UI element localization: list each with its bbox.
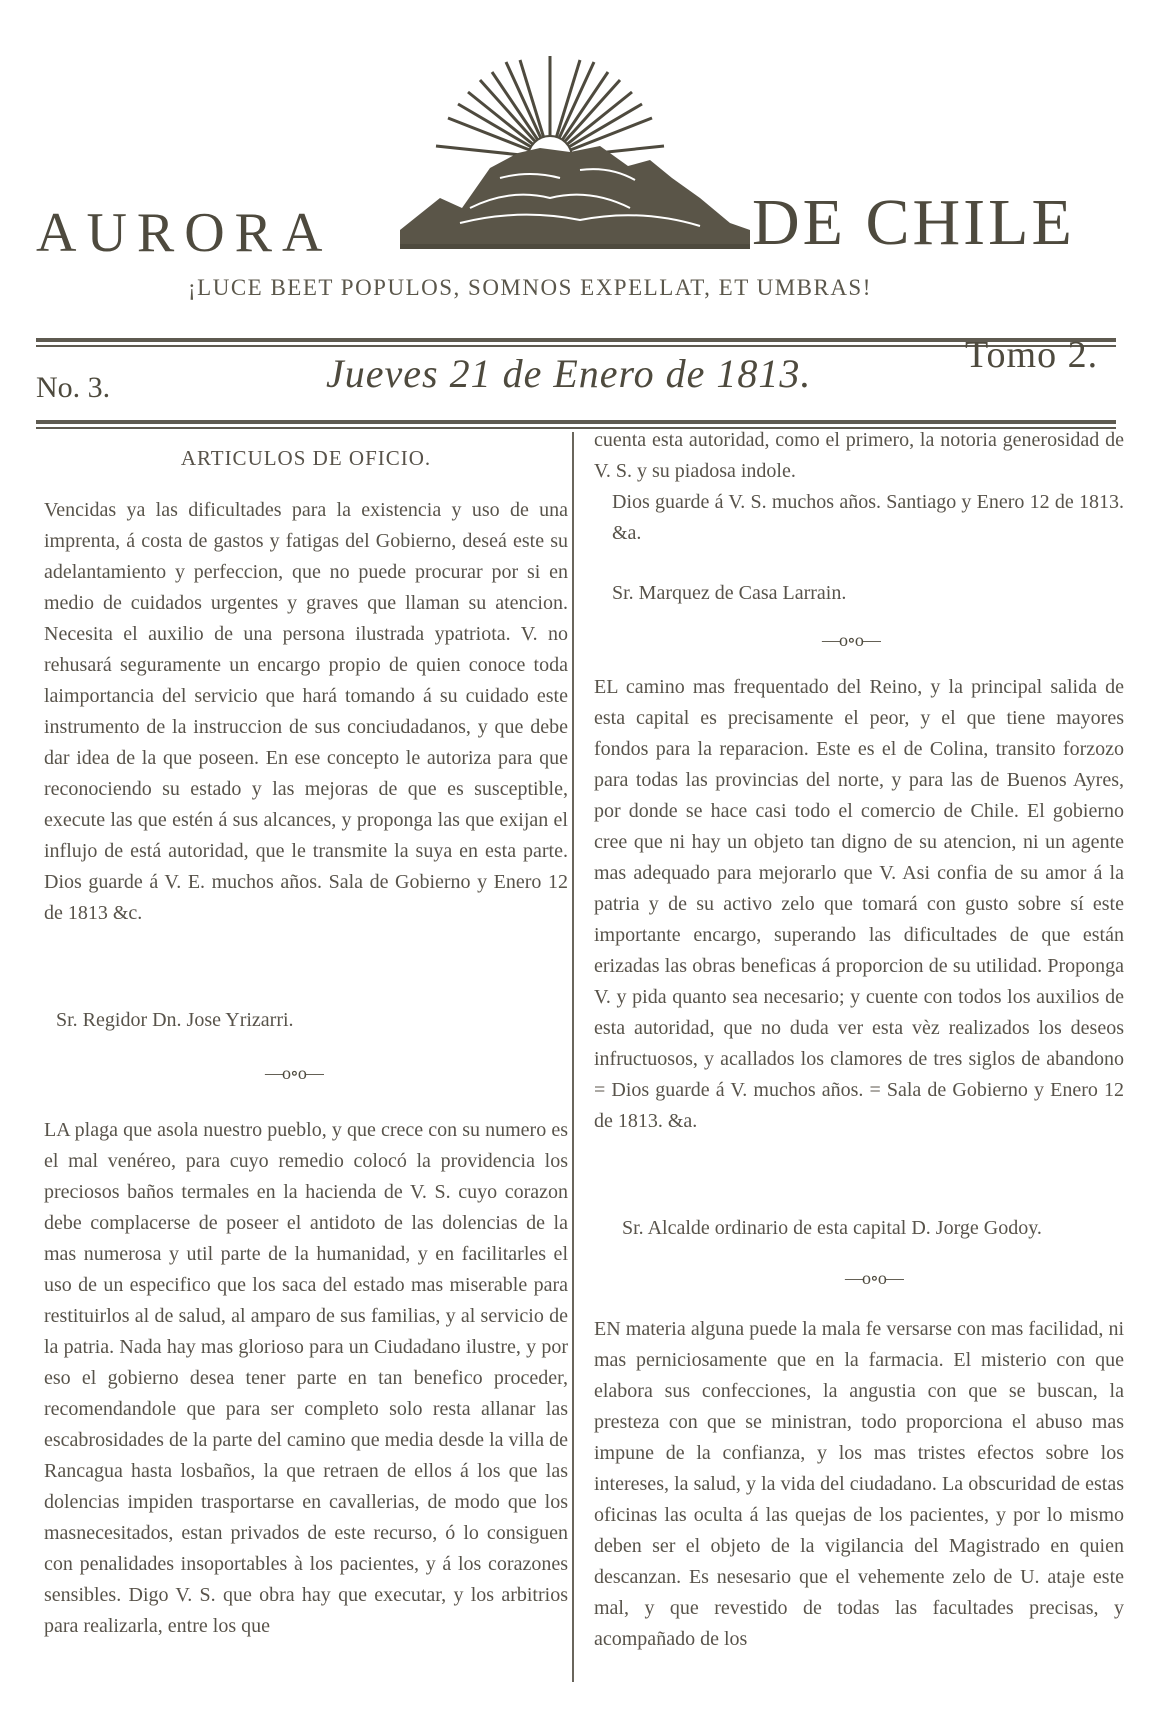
mountains — [400, 146, 750, 248]
signature: Sr. Regidor Dn. Jose Yrizarri. — [56, 1009, 294, 1031]
issue-number: No. 3. — [36, 371, 111, 404]
sunrise-emblem — [400, 48, 750, 268]
ground-line — [400, 244, 750, 249]
masthead-title-right: DE CHILE — [752, 186, 1075, 259]
article-thermal-baths — [44, 1115, 568, 1705]
article-text: Vencidas ya las dificultades para la existencia y uso de una imprenta, á costa de gastos y fatigas del Gobierno, deseá este su adelantamiento y perfeccion, que no puede procurar por si en medio de cuidados urgentes y graves que llaman su atencion. Necesita el auxilio de una persona ilustrada ypatriota. V. no rehusará seguramente un encargo propio de quien conoce toda laimportancia del servicio que hará tomando á su cuidado este instrumento de la instruccion de sus conciudadanos, y que debe dar idea de la que poseen. En ese concepto le autoriza para que reconociendo su estado y las mejoras de que es susceptible, execute las que estén á sus alcances, y proponga las que exijan el influjo de está autoridad, que le transmite la suya en esta parte. Dios guarde á V. E. muchos años. Sala de Gobierno y Enero 12 de 1813 &c. — [44, 499, 568, 924]
article-printing-press — [44, 495, 568, 950]
header-rule — [36, 345, 1116, 347]
article-text: EL camino mas frequentado del Reino, y la principal salida de esta capital es precisamente el peor, y el que tiene mayores fondos para la reparacion. Este es el de Colina, transito forzozo para todas las provincias del norte, y para las de Buenos Ayres, por donde se hace casi todo el comercio de Chile. El gobierno cree que ni hay un objeto tan digno de su atencion, ni un agente mas adequado para mejorarlo que V. Asi confia de su amor á la patria y de su activo zelo que tomará con gusto sobre sí este importante encargo, superando las dificultades de que están erizadas las obras beneficas á proporcion de su utilidad. Proponga V. y pida quanto sea necesario; y cuente con todos los auxilios de esta autoridad, que no duda ver esta vèz realizados los deseos infructuosos, y acallados los clamores de tres siglos de abandono = Dios guarde á V. muchos años. = Sala de Gobierno y Enero 12 de 1813. &a. — [594, 676, 1124, 1132]
ornament: —o∘o— — [265, 1063, 323, 1083]
header-rule — [36, 338, 1116, 342]
column-divider — [572, 432, 574, 1682]
signature: Sr. Alcalde ordinario de esta capital D. Jorge Godoy. — [622, 1217, 1042, 1239]
section-heading: ARTICULOS DE OFICIO. — [180, 446, 432, 470]
masthead-motto: ¡LUCE BEET POPULOS, SOMNOS EXPELLAT, ET UMBRAS! — [188, 275, 872, 300]
article-text: EN materia alguna puede la mala fe versarse con mas facilidad, ni mas perniciosamente que en la farmacia. El misterio con que elabora sus confecciones, la angustia con que se buscan, la presteza con que se ministran, todo proporciona el abuso mas impune de la confianza, y los mas tristes efectos sobre los intereses, la salud, y la vida del ciudadano. La obscuridad de estas oficinas las oculta á las quejas de los pacientes, y por lo mismo deben ser el objeto de la vigilancia del Magistrado en quien descanzan. Es nesesario que el vehemente zelo de U. ataje este mal, y que revestido de todas las facultades precisas, y acompañado de los — [594, 1318, 1124, 1650]
issue-date: Jueves 21 de Enero de 1813. — [326, 351, 812, 396]
masthead-title-left: AURORA — [36, 202, 333, 264]
article-text: LA plaga que asola nuestro pueblo, y que crece con su numero es el mal venéreo, para cuyo remedio colocó la providencia los preciosos baños termales en la hacienda de V. S. cuyo corazon debe complacerse de poseer el antidoto de las dolencias de la mas numerosa y util parte de la humanidad, y en facilitarles el uso de un especifico que los saca del estado mas miserable para restituirlos al de salud, al amparo de sus familias, y al servicio de la patria. Nada hay mas glorioso para un Ciudadano ilustre, y por eso el gobierno desea tener parte en tan benefico proceder, recomendandole que para ser completo solo resta allanar las escabrosidades de la parte del camino que media desde la villa de Rancagua hasta losbaños, la que retraen de ellos á los que las dolencias impiden trasportarse en cavallerias, de modo que los masnecesitados, estan privados de este recurso, ó lo consiguen con penalidades insoportables à los pacientes, y á los corazones sensibles. Digo V. S. que obra hay que executar, y los arbitrios para realizarla, entre los que — [44, 1119, 568, 1637]
article-text: Dios guarde á V. S. muchos años. Santiago y Enero 12 de 1813. &a. — [612, 491, 1124, 544]
ornament: —o∘o— — [845, 1268, 903, 1288]
article-colina-road — [594, 672, 1124, 1192]
article-text: cuenta esta autoridad, como el primero, la notoria generosidad de V. S. y su piadosa indole. — [594, 429, 1124, 482]
closing-formula — [594, 487, 1124, 549]
header-rule — [36, 420, 1116, 424]
volume-number: Tomo 2. — [965, 334, 1099, 376]
article-continuation — [594, 425, 1124, 487]
signature: Sr. Marquez de Casa Larrain. — [612, 582, 847, 604]
article-pharmacy — [594, 1314, 1124, 1694]
ornament: —o∘o— — [822, 630, 880, 650]
